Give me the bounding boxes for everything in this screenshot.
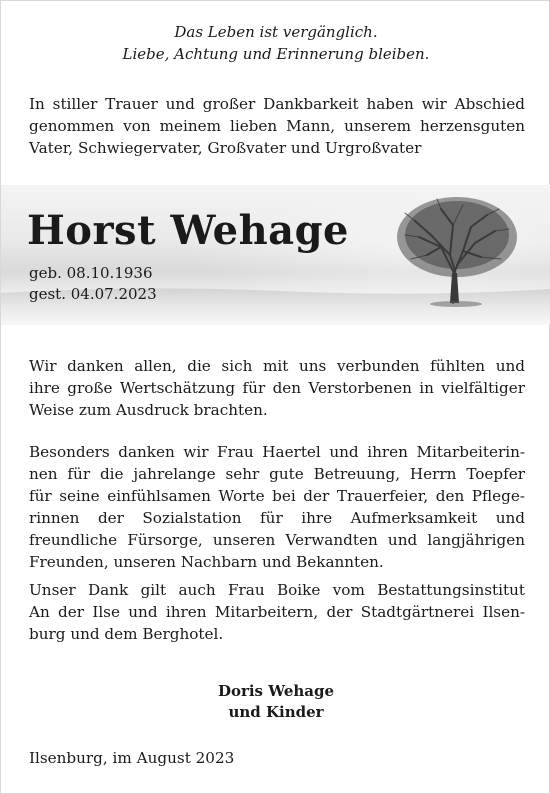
motto xyxy=(1,21,550,65)
signature-name: Doris Wehage xyxy=(217,682,335,700)
place-and-date: Ilsenburg, im August 2023 xyxy=(29,749,235,767)
death-date: gest. 04.07.2023 xyxy=(29,285,157,303)
paragraph-line: Besonders danken wir Frau Haertel und ihren Mitarbeiterin- xyxy=(29,443,525,461)
intro-text xyxy=(29,93,525,159)
intro-line: Vater, Schwiegervater, Großvater und Urgroßvater xyxy=(29,139,422,157)
signature-family: und Kinder xyxy=(228,703,324,721)
life-dates xyxy=(29,263,157,305)
paragraph-line: für seine einfühlsamen Worte bei der Trauerfeier, den Pflege- xyxy=(29,487,525,505)
intro-line: genommen von meinem lieben Mann, unserem herzensguten xyxy=(29,117,525,135)
paragraph-line: burg und dem Berghotel. xyxy=(29,625,224,643)
paragraph-line: An der Ilse und ihren Mitarbeitern, der Stadtgärtnerei Ilsen- xyxy=(29,603,525,621)
paragraph-line: rinnen der Sozialstation für ihre Aufmerksamkeit und xyxy=(29,509,525,527)
motto-line-2: Liebe, Achtung und Erinnerung bleiben. xyxy=(122,45,430,63)
motto-line-1: Das Leben ist vergänglich. xyxy=(174,23,378,41)
thanks-paragraph-1 xyxy=(29,355,525,421)
thanks-paragraph-3 xyxy=(29,579,525,645)
birth-date: geb. 08.10.1936 xyxy=(29,264,153,282)
thanks-paragraph-2 xyxy=(29,441,525,573)
paragraph-line: Weise zum Ausdruck brachten. xyxy=(29,401,268,419)
signature xyxy=(1,681,550,723)
paragraph-line: ihre große Wertschätzung für den Verstorbenen in vielfältiger xyxy=(29,379,525,397)
paragraph-line: Wir danken allen, die sich mit uns verbunden fühlten und xyxy=(29,357,525,375)
intro-line: In stiller Trauer und großer Dankbarkeit haben wir Abschied xyxy=(29,95,525,113)
paragraph-line: Unser Dank gilt auch Frau Boike vom Bestattungsinstitut xyxy=(29,581,525,599)
paragraph-line: freundliche Fürsorge, unseren Verwandten und langjährigen xyxy=(29,531,525,549)
paragraph-line: nen für die jahrelange sehr gute Betreuung, Herrn Toepfer xyxy=(29,465,525,483)
paragraph-line: Freunden, unseren Nachbarn und Bekannten. xyxy=(29,553,384,571)
deceased-name: Horst Wehage xyxy=(27,207,349,254)
